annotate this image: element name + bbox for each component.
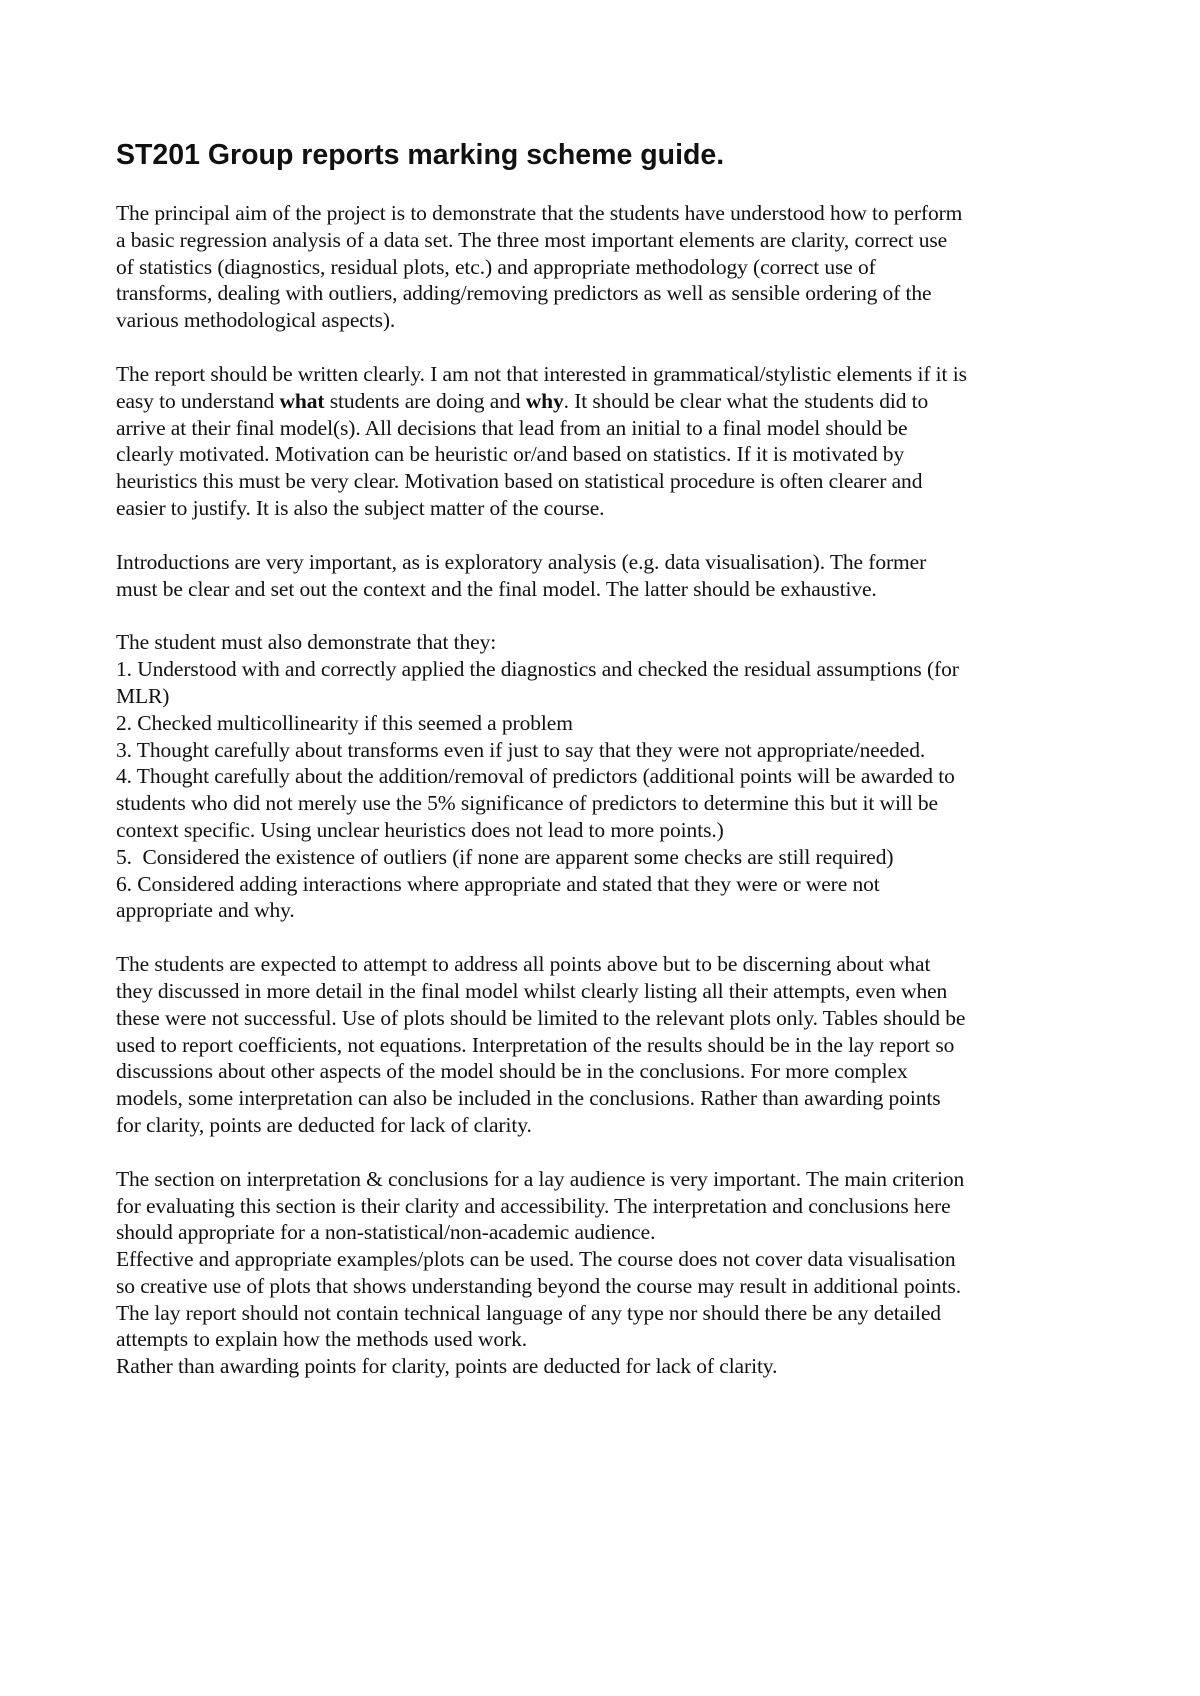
text-line: The lay report should not contain technical language of any type nor should there be any detailed: [116, 1300, 941, 1325]
paragraph-introductions: [116, 549, 1100, 603]
list-item-1-cont: MLR): [116, 683, 170, 708]
list-item-2: 2. Checked multicollinearity if this seemed a problem: [116, 710, 573, 735]
text-line: arrive at their final model(s). All decisions that lead from an initial to a final model should be: [116, 415, 908, 440]
paragraph-expectations: [116, 951, 1100, 1139]
paragraph-lay-audience: [116, 1166, 1100, 1380]
text-line: for evaluating this section is their clarity and accessibility. The interpretation and conclusions here: [116, 1193, 951, 1218]
emphasis-why: why: [525, 388, 564, 413]
emphasis-what: what: [279, 388, 325, 413]
text-line: The section on interpretation & conclusions for a lay audience is very important. The main criterion: [116, 1166, 965, 1191]
list-intro: The student must also demonstrate that they:: [116, 630, 497, 655]
document-body: [116, 138, 1100, 1407]
text-line: must be clear and set out the context and the final model. The latter should be exhaustive.: [116, 576, 877, 601]
text-line: they discussed in more detail in the final model whilst clearly listing all their attempts, even when: [116, 978, 948, 1003]
text-line: Effective and appropriate examples/plots can be used. The course does not cover data visualisation: [116, 1247, 956, 1272]
list-item-6: 6. Considered adding interactions where appropriate and stated that they were or were not: [116, 871, 880, 896]
text-line: various methodological aspects).: [116, 308, 396, 333]
text-line: discussions about other aspects of the model should be in the conclusions. For more complex: [116, 1059, 908, 1084]
document-title: ST201 Group reports marking scheme guide.: [116, 139, 725, 171]
text-line: should appropriate for a non-statistical/non-academic audience.: [116, 1220, 656, 1245]
text-line: heuristics this must be very clear. Motivation based on statistical procedure is often clearer and: [116, 469, 923, 494]
list-item-5: 5. Considered the existence of outliers (if none are apparent some checks are still required): [116, 844, 894, 869]
text-line-with-emphasis: [116, 388, 1100, 415]
list-item-4: 4. Thought carefully about the addition/removal of predictors (additional points will be awarded to: [116, 764, 955, 789]
text-line: of statistics (diagnostics, residual plots, etc.) and appropriate methodology (correct use of: [116, 254, 876, 279]
text-line: The report should be written clearly. I am not that interested in grammatical/stylistic elements if it is: [116, 361, 967, 386]
paragraph-demonstrate-list: [116, 629, 1100, 924]
text-line: The principal aim of the project is to demonstrate that the students have understood how to perform: [116, 201, 963, 225]
text-span: easy to understand: [116, 388, 280, 413]
text-line: attempts to explain how the methods used work.: [116, 1327, 527, 1352]
text-line: clearly motivated. Motivation can be heuristic or/and based on statistics. If it is motivated by: [116, 442, 905, 467]
text-line: a basic regression analysis of a data set. The three most important elements are clarity, correct use: [116, 227, 948, 252]
paragraph-report-clarity: [116, 361, 1100, 522]
text-line: so creative use of plots that shows understanding beyond the course may result in additional points.: [116, 1273, 962, 1298]
text-line: transforms, dealing with outliers, adding/removing predictors as well as sensible ordering of the: [116, 281, 932, 306]
text-line: models, some interpretation can also be included in the conclusions. Rather than awarding points: [116, 1086, 941, 1111]
list-item-3: 3. Thought carefully about transforms even if just to say that they were not appropriate/needed.: [116, 737, 926, 762]
text-line: The students are expected to attempt to address all points above but to be discerning about what: [116, 952, 931, 977]
text-line: Rather than awarding points for clarity, points are deducted for lack of clarity.: [116, 1354, 778, 1379]
list-item-4-cont: context specific. Using unclear heuristics does not lead to more points.): [116, 817, 724, 842]
text-line: for clarity, points are deducted for lack of clarity.: [116, 1112, 532, 1137]
list-item-6-cont: appropriate and why.: [116, 898, 295, 923]
paragraph-principal-aim: [116, 200, 1100, 334]
text-line: Introductions are very important, as is exploratory analysis (e.g. data visualisation). The former: [116, 549, 927, 574]
text-span: students are doing and: [324, 388, 526, 413]
text-line: easier to justify. It is also the subject matter of the course.: [116, 495, 605, 520]
text-span: . It should be clear what the students did to: [563, 388, 929, 413]
list-item-1: 1. Understood with and correctly applied the diagnostics and checked the residual assumptions (for: [116, 657, 959, 682]
text-line: used to report coefficients, not equations. Interpretation of the results should be in the lay report so: [116, 1032, 955, 1057]
text-line: these were not successful. Use of plots should be limited to the relevant plots only. Tables should be: [116, 1005, 966, 1030]
list-item-4-cont: students who did not merely use the 5% significance of predictors to determine this but it will be: [116, 791, 938, 816]
